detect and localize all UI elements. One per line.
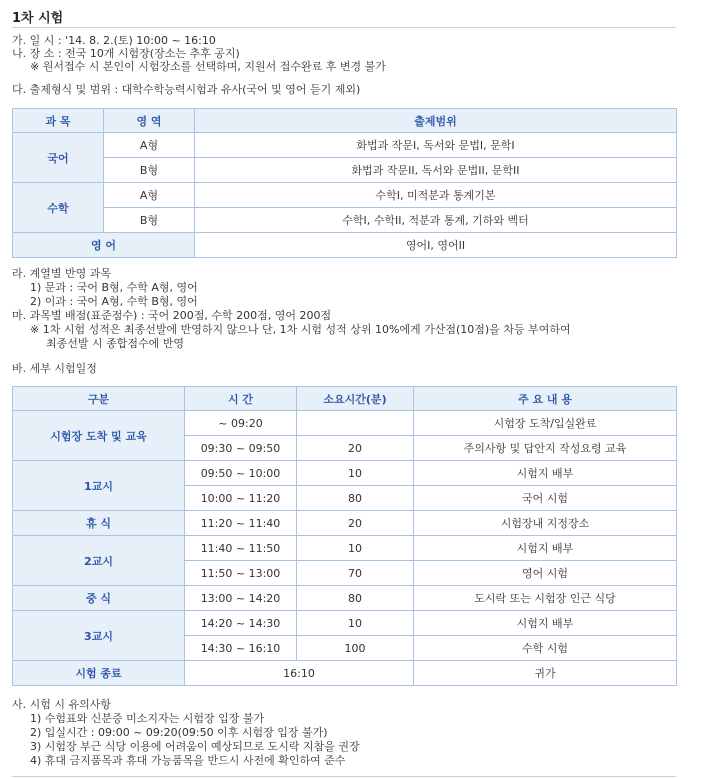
range-cell: 화법과 작문I, 독서와 문법I, 문학I: [195, 133, 677, 158]
content-cell: 영어 시험: [414, 561, 677, 586]
subject-korean: 국어: [13, 133, 104, 183]
area-cell: A형: [104, 183, 195, 208]
content-cell: 시험지 배부: [414, 536, 677, 561]
range-cell: 영어I, 영어II: [195, 233, 677, 258]
section-sa-title: 사. 시험 시 유의사항: [12, 698, 111, 711]
section-ma-note: ※ 1차 시험 성적은 최종선발에 반영하지 않으나 단, 1차 시험 성적 상위 10%에게 가산점(10점)을 차등 부여하여: [30, 323, 571, 336]
time-cell: 11:50 ~ 13:00: [185, 561, 297, 586]
duration-cell: 20: [297, 436, 414, 461]
title-divider: [12, 27, 676, 28]
range-cell: 수학I, 수학II, 적분과 통계, 기하와 벡터: [195, 208, 677, 233]
subject-table: [12, 108, 677, 258]
exam-place: 나. 장 소 : 전국 10개 시험장(장소는 추후 공지): [12, 47, 240, 60]
time-cell: 09:50 ~ 10:00: [185, 461, 297, 486]
time-cell: 16:10: [185, 661, 414, 686]
content-cell: 시험지 배부: [414, 461, 677, 486]
header-area: 영 역: [104, 109, 195, 133]
section-ra-item: 1) 문과 : 국어 B형, 수학 A형, 영어: [30, 281, 198, 294]
group-end: 시험 종료: [13, 661, 185, 686]
exam-scope: 다. 출제형식 및 범위 : 대학수학능력시험과 유사(국어 및 영어 듣기 제외): [12, 83, 361, 96]
duration-cell: 20: [297, 511, 414, 536]
duration-cell: 10: [297, 536, 414, 561]
content-cell: 주의사항 및 답안지 작성요령 교육: [414, 436, 677, 461]
duration-cell: 10: [297, 461, 414, 486]
time-cell: 14:20 ~ 14:30: [185, 611, 297, 636]
section-sa-item: 1) 수험표와 신분증 미소지자는 시험장 입장 불가: [30, 712, 265, 725]
content-cell: 시험지 배부: [414, 611, 677, 636]
range-cell: 수학I, 미적분과 통계기본: [195, 183, 677, 208]
duration-cell: [297, 411, 414, 436]
area-cell: B형: [104, 208, 195, 233]
content-cell: 시험장내 지정장소: [414, 511, 677, 536]
header-duration: 소요시간(분): [297, 387, 414, 411]
area-cell: B형: [104, 158, 195, 183]
group-period1: 1교시: [13, 461, 185, 511]
group-lunch: 중 식: [13, 586, 185, 611]
schedule-table: [12, 386, 677, 686]
time-cell: 10:00 ~ 11:20: [185, 486, 297, 511]
content-cell: 수학 시험: [414, 636, 677, 661]
page-title: 1차 시험: [12, 11, 64, 26]
time-cell: 14:30 ~ 16:10: [185, 636, 297, 661]
section-sa-item: 4) 휴대 금지품목과 휴대 가능품목을 반드시 사전에 확인하여 준수: [30, 754, 346, 767]
header-time: 시 간: [185, 387, 297, 411]
header-subject: 과 목: [13, 109, 104, 133]
section-sa-item: 3) 시험장 부근 식당 이용에 어려움이 예상되므로 도시락 지참을 권장: [30, 740, 360, 753]
subject-english: 영 어: [13, 233, 195, 258]
time-cell: 11:20 ~ 11:40: [185, 511, 297, 536]
bottom-divider: [12, 776, 676, 777]
content-cell: 귀가: [414, 661, 677, 686]
content-cell: 시험장 도착/입실완료: [414, 411, 677, 436]
section-ba-title: 바. 세부 시험일정: [12, 362, 97, 375]
time-cell: 11:40 ~ 11:50: [185, 536, 297, 561]
group-break: 휴 식: [13, 511, 185, 536]
exam-place-note: ※ 원서접수 시 본인이 시험장소를 선택하며, 지원서 접수완료 후 변경 불가: [30, 60, 386, 73]
content-cell: 도시락 또는 시험장 인근 식당: [414, 586, 677, 611]
duration-cell: 10: [297, 611, 414, 636]
duration-cell: 100: [297, 636, 414, 661]
time-cell: ~ 09:20: [185, 411, 297, 436]
section-sa-item: 2) 입실시간 : 09:00 ~ 09:20(09:50 이후 시험장 입장 불가): [30, 726, 328, 739]
area-cell: A형: [104, 133, 195, 158]
time-cell: 09:30 ~ 09:50: [185, 436, 297, 461]
group-arrival: 시험장 도착 및 교육: [13, 411, 185, 461]
header-range: 출제범위: [195, 109, 677, 133]
range-cell: 화법과 작문II, 독서와 문법II, 문학II: [195, 158, 677, 183]
section-ra-title: 라. 계열별 반영 과목: [12, 267, 111, 280]
duration-cell: 80: [297, 486, 414, 511]
header-content: 주 요 내 용: [414, 387, 677, 411]
exam-date: 가. 일 시 : '14. 8. 2.(토) 10:00 ~ 16:10: [12, 34, 216, 47]
header-category: 구분: [13, 387, 185, 411]
content-cell: 국어 시험: [414, 486, 677, 511]
time-cell: 13:00 ~ 14:20: [185, 586, 297, 611]
section-ra-item: 2) 이과 : 국어 A형, 수학 B형, 영어: [30, 295, 198, 308]
subject-math: 수학: [13, 183, 104, 233]
group-period2: 2교시: [13, 536, 185, 586]
duration-cell: 80: [297, 586, 414, 611]
duration-cell: 70: [297, 561, 414, 586]
section-ma-note: 최종선발 시 종합점수에 반영: [46, 337, 185, 350]
group-period3: 3교시: [13, 611, 185, 661]
section-ma-title: 마. 과목별 배점(표준점수) : 국어 200점, 수학 200점, 영어 200점: [12, 309, 332, 322]
